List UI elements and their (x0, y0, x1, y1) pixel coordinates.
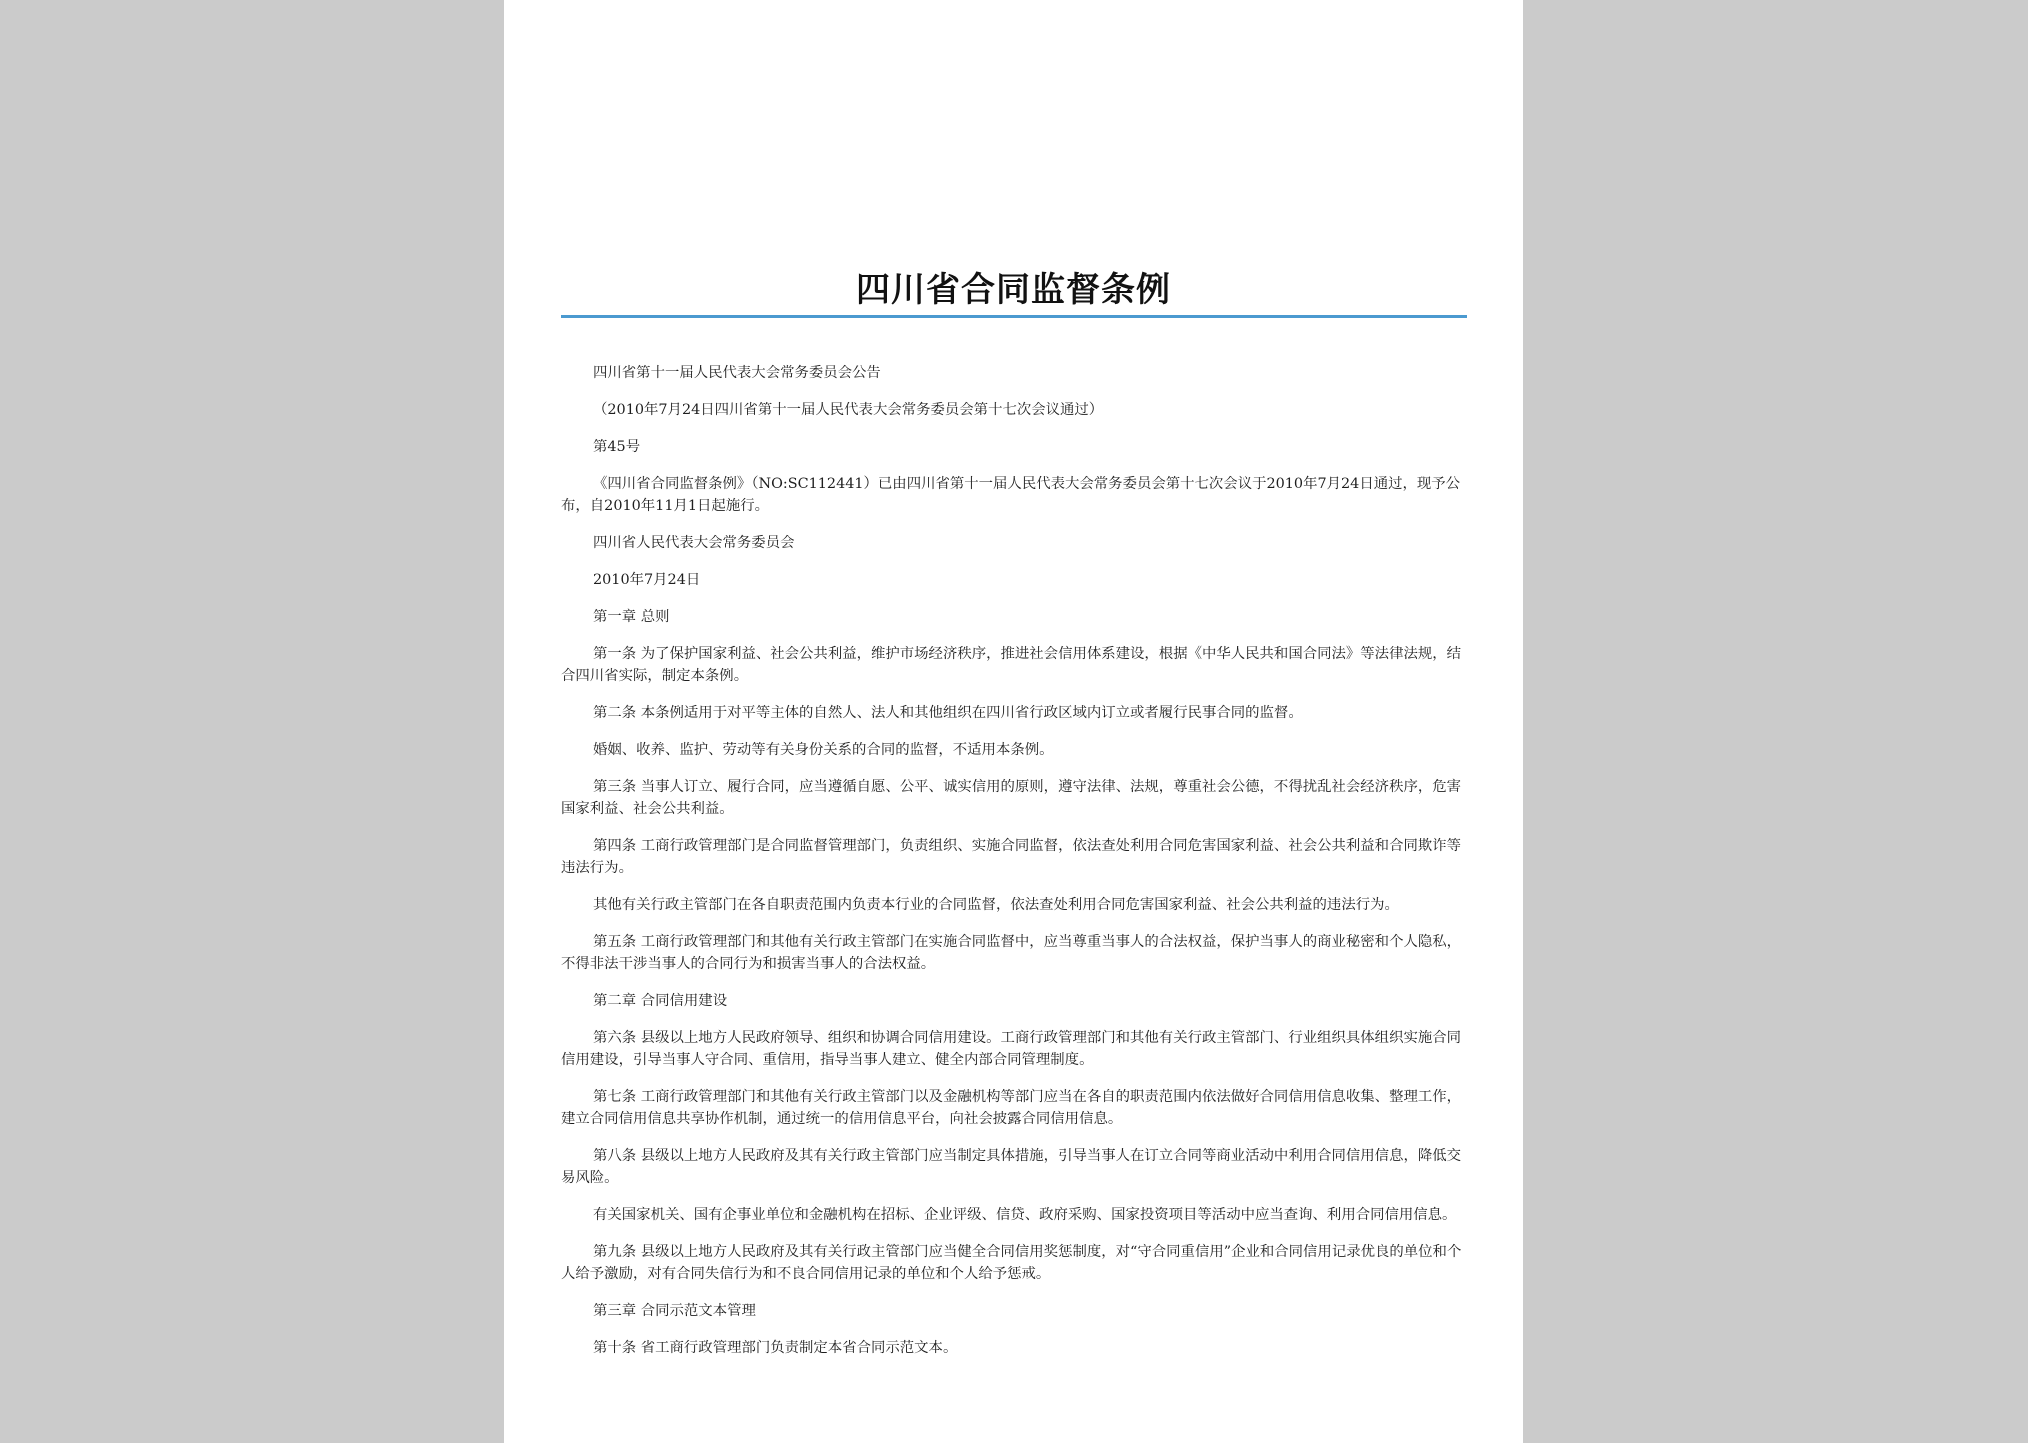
paragraph: 第二条 本条例适用于对平等主体的自然人、法人和其他组织在四川省行政区域内订立或者履行民事合同的监督。 (593, 705, 1303, 721)
paragraph: （2010年7月24日四川省第十一届人民代表大会常务委员会第十七次会议通过） (593, 402, 1104, 418)
paragraph: 《四川省合同监督条例》（NO:SC112441）已由四川省第十一届人民代表大会常务委员会第十七次会议于2010年7月24日通过，现予公布，自2010年11月1日起施行。 (561, 476, 1461, 514)
document-body (561, 362, 1467, 1374)
chapter-heading: 第二章 合同信用建设 (593, 993, 728, 1009)
paragraph: 第45号 (593, 439, 641, 455)
paragraph: 第六条 县级以上地方人民政府领导、组织和协调合同信用建设。工商行政管理部门和其他有关行政主管部门、行业组织具体组织实施合同信用建设，引导当事人守合同、重信用，指导当事人建立、健全内部合同管理制度。 (561, 1030, 1462, 1068)
paragraph: 第四条 工商行政管理部门是合同监督管理部门，负责组织、实施合同监督，依法查处利用合同危害国家利益、社会公共利益和合同欺诈等违法行为。 (561, 838, 1462, 876)
paragraph: 其他有关行政主管部门在各自职责范围内负责本行业的合同监督，依法查处利用合同危害国家利益、社会公共利益的违法行为。 (593, 897, 1399, 913)
paragraph: 有关国家机关、国有企事业单位和金融机构在招标、企业评级、信贷、政府采购、国家投资项目等活动中应当查询、利用合同信用信息。 (593, 1207, 1457, 1223)
title-divider (561, 315, 1467, 318)
document-title: 四川省合同监督条例 (856, 270, 1171, 310)
paragraph: 第一条 为了保护国家利益、社会公共利益，维护市场经济秩序，推进社会信用体系建设，根据《中华人民共和国合同法》等法律法规，结合四川省实际，制定本条例。 (561, 646, 1462, 684)
paragraph: 第七条 工商行政管理部门和其他有关行政主管部门以及金融机构等部门应当在各自的职责范围内依法做好合同信用信息收集、整理工作，建立合同信用信息共享协作机制，通过统一的信用信息平台，向社会披露合同信用信息。 (561, 1089, 1462, 1127)
paragraph: 第九条 县级以上地方人民政府及其有关行政主管部门应当健全合同信用奖惩制度，对“守合同重信用”企业和合同信用记录优良的单位和个人给予激励，对有合同失信行为和不良合同信用记录的单位和个人给予惩戒。 (561, 1244, 1462, 1282)
chapter-heading: 第三章 合同示范文本管理 (593, 1303, 756, 1319)
paragraph: 四川省第十一届人民代表大会常务委员会公告 (593, 365, 881, 381)
paragraph: 四川省人民代表大会常务委员会 (593, 535, 795, 551)
document-page (504, 0, 1523, 1443)
paragraph: 第三条 当事人订立、履行合同，应当遵循自愿、公平、诚实信用的原则，遵守法律、法规，尊重社会公德，不得扰乱社会经济秩序，危害国家利益、社会公共利益。 (561, 779, 1462, 817)
paragraph: 婚姻、收养、监护、劳动等有关身份关系的合同的监督，不适用本条例。 (593, 742, 1054, 758)
paragraph: 2010年7月24日 (593, 572, 701, 588)
paragraph: 第八条 县级以上地方人民政府及其有关行政主管部门应当制定具体措施，引导当事人在订立合同等商业活动中利用合同信用信息，降低交易风险。 (561, 1148, 1462, 1186)
paragraph: 第五条 工商行政管理部门和其他有关行政主管部门在实施合同监督中，应当尊重当事人的合法权益，保护当事人的商业秘密和个人隐私，不得非法干涉当事人的合同行为和损害当事人的合法权益。 (561, 934, 1462, 972)
chapter-heading: 第一章 总则 (593, 609, 670, 625)
paragraph: 第十条 省工商行政管理部门负责制定本省合同示范文本。 (593, 1340, 958, 1356)
